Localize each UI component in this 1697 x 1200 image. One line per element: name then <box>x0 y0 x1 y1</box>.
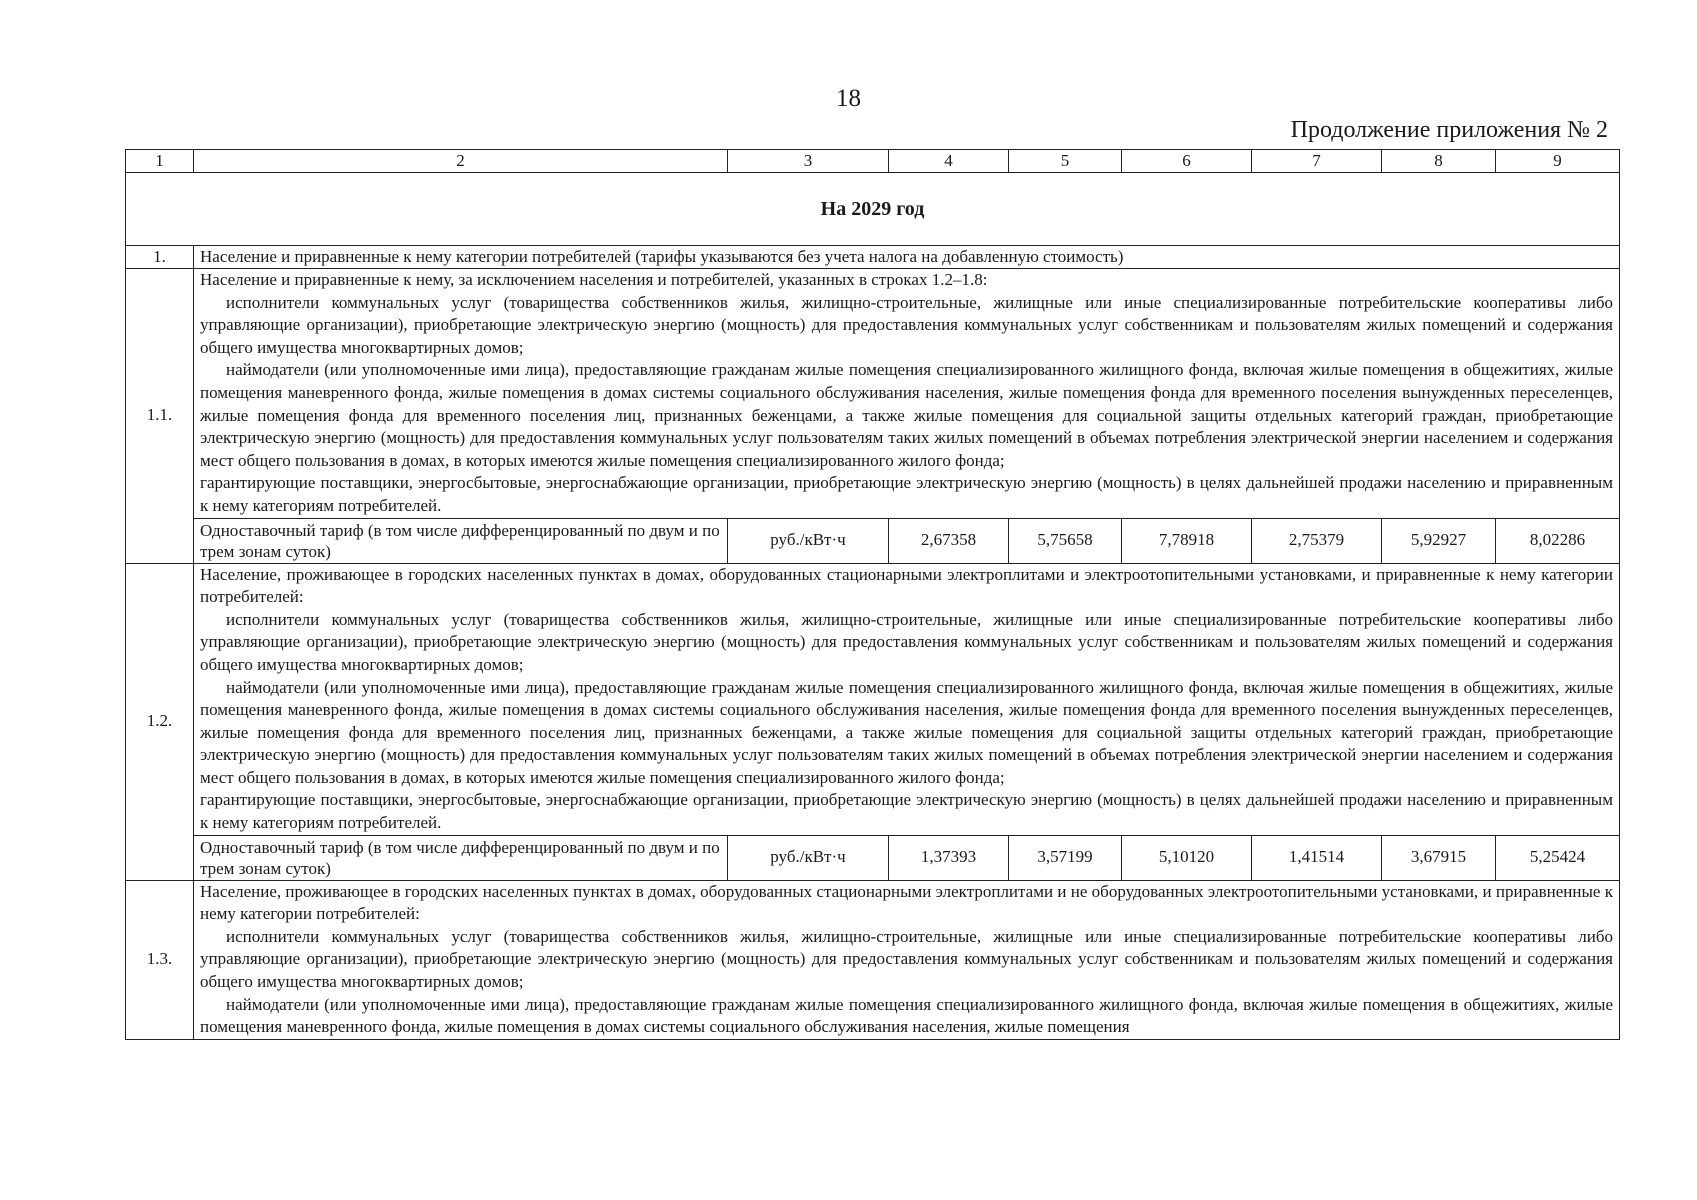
column-header: 4 <box>889 150 1009 173</box>
paragraph: исполнители коммунальных услуг (товарищества собственников жилья, жилищно-строительные, жилищные или иные специализированные потребительские кооперативы либо управляющие организации), приобретающие электрическую энергию (мощность) для предоставления коммунальных услуг собственникам и пользователям жилых помещений и содержания общего имущества многоквартирных домов; <box>200 926 1613 992</box>
rate-value: 1,37393 <box>889 835 1009 880</box>
page-number: 18 <box>836 85 861 112</box>
paragraph: гарантирующие поставщики, энергосбытовые, энергоснабжающие организации, приобретающие электрическую энергию (мощность) в целях дальнейшей продажи населению и приравненным к нему категориям потребителей. <box>200 790 1613 833</box>
year-row <box>126 173 1620 246</box>
rate-value: 5,75658 <box>1009 518 1122 563</box>
rate-value: 3,67915 <box>1382 835 1496 880</box>
section-row <box>126 269 1620 519</box>
paragraph: исполнители коммунальных услуг (товарищества собственников жилья, жилищно-строительные, жилищные или иные специализированные потребительские кооперативы либо управляющие организации), приобретающие электрическую энергию (мощность) для предоставления коммунальных услуг собственникам и пользователям жилых помещений и содержания общего имущества многоквартирных домов; <box>200 609 1613 674</box>
paragraph: наймодатели (или уполномоченные ими лица), предоставляющие гражданам жилые помещения специализированного жилищного фонда, включая жилые помещения в общежитиях, жилые помещения маневренного фонда, жилые помещения в домах системы социального обслуживания населения, жилые помещения фонда для временного поселения вынужденных переселенцев, жилые помещения фонда для временного поселения лиц, признанных беженцами, а также жилые помещения для социальной защиты отдельных категорий граждан, приобретающие электрическую энергию (мощность) для предоставления коммунальных услуг пользователям таких жилых помещений в объемах потребления электрической энергии населением и содержания мест общего пользования в домах, в которых имеются жилые помещения специализированного жилого фонда; <box>200 360 1613 470</box>
section-description <box>194 563 1620 835</box>
rate-value: 5,10120 <box>1122 835 1252 880</box>
rate-value: 2,67358 <box>889 518 1009 563</box>
column-header: 6 <box>1122 150 1252 173</box>
column-header: 8 <box>1382 150 1496 173</box>
rate-value: 5,92927 <box>1382 518 1496 563</box>
paragraph: гарантирующие поставщики, энергосбытовые, энергоснабжающие организации, приобретающие электрическую энергию (мощность) в целях дальнейшей продажи населению и приравненным к нему категориям потребителей. <box>200 473 1613 515</box>
rate-name: Одноставочный тариф (в том числе дифференцированный по двум и по трем зонам суток) <box>194 835 728 880</box>
rate-value: 1,41514 <box>1252 835 1382 880</box>
tariff-table <box>125 149 1620 1040</box>
paragraph: исполнители коммунальных услуг (товарищества собственников жилья, жилищно-строительные, жилищные или иные специализированные потребительские кооперативы либо управляющие организации), приобретающие электрическую энергию (мощность) для предоставления коммунальных услуг собственникам и пользователям жилых помещений и содержания общего имущества многоквартирных домов; <box>200 292 1613 357</box>
column-header-row <box>126 150 1620 173</box>
rate-value: 5,25424 <box>1496 835 1620 880</box>
appendix-title: Продолжение приложения № 2 <box>1290 117 1608 143</box>
section-row <box>126 880 1620 1039</box>
rate-unit: руб./кВт·ч <box>728 835 889 880</box>
rate-value: 2,75379 <box>1252 518 1382 563</box>
rate-value: 3,57199 <box>1009 835 1122 880</box>
paragraph: наймодатели (или уполномоченные ими лица), предоставляющие гражданам жилые помещения специализированного жилищного фонда, включая жилые помещения в общежитиях, жилые помещения маневренного фонда, жилые помещения в домах системы социального обслуживания населения, жилые помещения <box>200 994 1613 1037</box>
column-header: 3 <box>728 150 889 173</box>
paragraph: Население, проживающее в городских населенных пунктах в домах, оборудованных стационарными электроплитами и электроотопительными установками, и приравненные к нему категории потребителей: <box>200 564 1613 607</box>
rate-row <box>126 835 1620 880</box>
paragraph: Население и приравненные к нему, за исключением населения и потребителей, указанных в строках 1.2–1.8: <box>200 270 988 289</box>
column-header: 7 <box>1252 150 1382 173</box>
column-header: 2 <box>194 150 728 173</box>
section-description <box>194 269 1620 519</box>
paragraph: наймодатели (или уполномоченные ими лица), предоставляющие гражданам жилые помещения специализированного жилищного фонда, включая жилые помещения в общежитиях, жилые помещения маневренного фонда, жилые помещения в домах системы социального обслуживания населения, жилые помещения фонда для временного поселения вынужденных переселенцев, жилые помещения фонда для временного поселения лиц, признанных беженцами, а также жилые помещения для социальной защиты отдельных категорий граждан, приобретающие электрическую энергию (мощность) для предоставления коммунальных услуг пользователям таких жилых помещений в объемах потребления электрической энергии населением и содержания мест общего пользования в домах, в которых имеются жилые помещения специализированного жилого фонда; <box>200 677 1613 787</box>
row-number: 1.3. <box>126 880 194 1039</box>
rate-name: Одноставочный тариф (в том числе дифференцированный по двум и по трем зонам суток) <box>194 518 728 563</box>
row-number: 1.2. <box>126 563 194 880</box>
rate-row <box>126 518 1620 563</box>
section-row <box>126 563 1620 835</box>
category-text: Население и приравненные к нему категории потребителей (тарифы указываются без учета налога на добавленную стоимость) <box>194 246 1620 269</box>
rate-value: 8,02286 <box>1496 518 1620 563</box>
category-row <box>126 246 1620 269</box>
column-header: 5 <box>1009 150 1122 173</box>
column-header: 1 <box>126 150 194 173</box>
year-title: На 2029 год <box>126 173 1620 246</box>
section-description <box>194 880 1620 1039</box>
row-number: 1. <box>126 246 194 269</box>
column-header: 9 <box>1496 150 1620 173</box>
row-number: 1.1. <box>126 269 194 564</box>
rate-value: 7,78918 <box>1122 518 1252 563</box>
rate-unit: руб./кВт·ч <box>728 518 889 563</box>
paragraph: Население, проживающее в городских населенных пунктах в домах, оборудованных стационарными электроплитами и не оборудованных электроотопительными установками, и приравненные к нему категории потребителей: <box>200 881 1613 924</box>
